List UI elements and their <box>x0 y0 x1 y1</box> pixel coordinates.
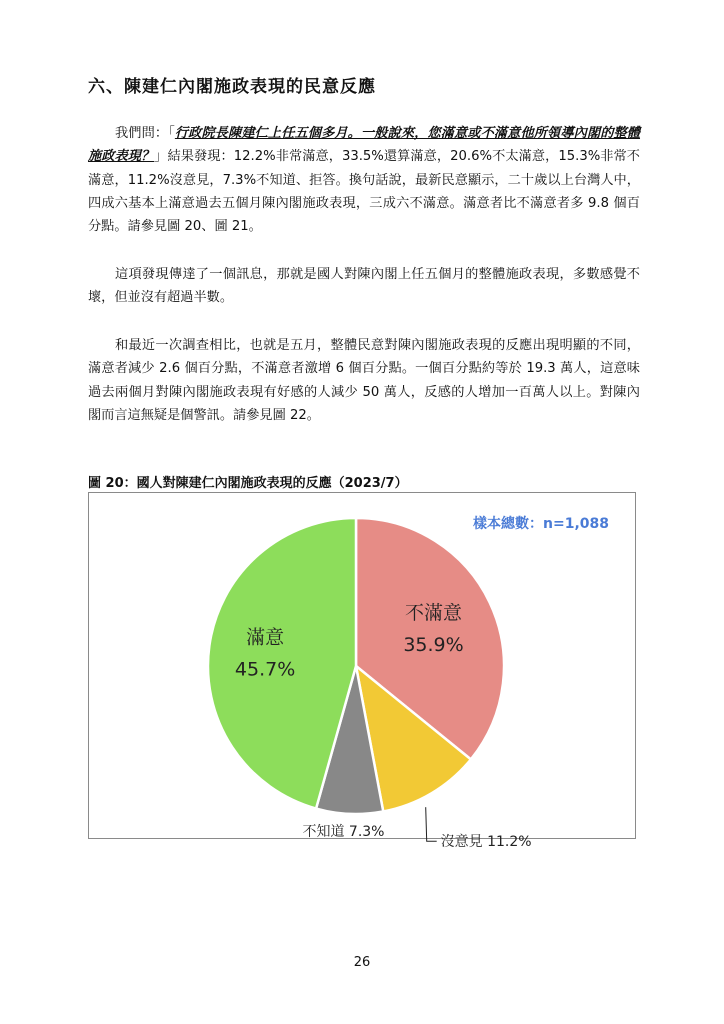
paragraph-comparison: 和最近一次調查相比，也就是五月，整體民意對陳內閣施政表現的反應出現明顯的不同，滿意者減少 2.6 個百分點，不滿意者激增 6 個百分點。一個百分點約等於 19.3 萬人，這意味過去兩個月對陳內閣施政表現有好感的人減少 50 萬人，反感的人增加一百萬人以上。對陳內閣而言這無疑是個警訊。請參見圖 22。 <box>88 338 640 423</box>
pie-chart-frame <box>88 492 636 851</box>
leader-line-2 <box>426 807 437 841</box>
slice-label-1: 不滿意 <box>405 602 463 625</box>
paragraph-prefix: 我們問：「 <box>115 126 175 141</box>
paragraph-suffix: 」結果發現：12.2%非常滿意，33.5%還算滿意，20.6%不太滿意，15.3%非常不滿意，11.2%沒意見，7.3%不知道、拒答。換句話說，最新民意顯示，二十歲以上台灣人中，四成六基本上滿意過去五個月陳內閣施政表現，三成六不滿意。滿意者比不滿意者多 9.8 個百分點。請參見圖 20、圖 21。 <box>88 149 640 235</box>
paragraph-survey-result <box>88 122 640 238</box>
paragraph-message: 這項發現傳達了一個訊息，那就是國人對陳內閣上任五個月的整體施政表現，多數感覺不壞，但並沒有超過半數。 <box>88 267 640 306</box>
sample-size-note: 樣本總數：n=1,088 <box>473 516 609 532</box>
slice-label-4: 滿意 <box>246 626 285 649</box>
slice-label-2: 沒意見 11.2% <box>440 834 532 851</box>
slice-value-4: 45.7% <box>234 658 296 681</box>
page-number: 26 <box>353 955 371 970</box>
figure-caption: 圖 20：國人對陳建仁內閣施政表現的反應（2023/7） <box>88 476 408 491</box>
slice-value-1: 35.9% <box>403 634 464 657</box>
pie-chart <box>89 493 635 851</box>
slice-label-3: 不知道 7.3% <box>302 823 385 840</box>
survey-question: 行政院長陳建仁上任五個多月。一般說來，您滿意或不滿意他所領導內閣的整體施政表現？ <box>88 126 641 165</box>
section-heading: 六、陳建仁內閣施政表現的民意反應 <box>88 77 376 97</box>
